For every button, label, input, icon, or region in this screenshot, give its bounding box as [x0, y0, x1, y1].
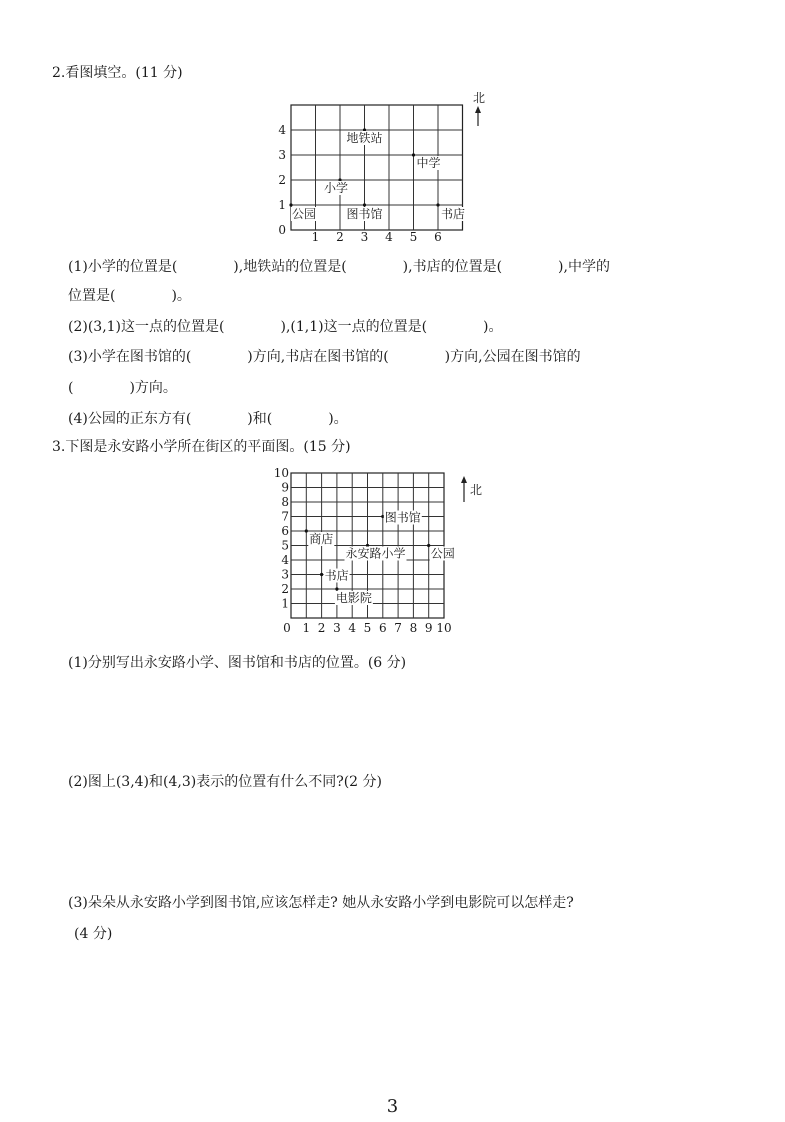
- y-tick-label: 0: [278, 223, 286, 237]
- place-dot: [305, 529, 308, 532]
- y-tick-label: 3: [281, 567, 289, 582]
- q2-sub4: (4)公园的正东方有( )和( )。: [68, 411, 348, 427]
- x-tick-label: 1: [302, 621, 311, 635]
- place-label: 书店: [324, 568, 349, 583]
- north-label: 北: [470, 483, 483, 497]
- place-label: 公园: [292, 207, 317, 221]
- place-label: 书店: [441, 207, 466, 221]
- x-tick-label: 4: [385, 230, 393, 244]
- x-tick-label: 0: [283, 621, 291, 635]
- x-tick-label: 2: [317, 621, 326, 635]
- q2-sub3-line2: ( )方向。: [68, 380, 177, 396]
- q2-sub3-line1: (3)小学在图书馆的( )方向,书店在图书馆的( )方向,公园在图书馆的: [68, 349, 581, 365]
- x-tick-label: 9: [424, 621, 433, 635]
- place-label: 永安路小学: [345, 546, 406, 561]
- place-dot: [320, 573, 323, 576]
- y-tick-label: 10: [273, 466, 289, 480]
- q3-sub1: (1)分别写出永安路小学、图书馆和书店的位置。(6 分): [68, 655, 407, 671]
- y-tick-label: 9: [281, 480, 289, 495]
- y-tick-label: 3: [278, 148, 286, 162]
- place-label: 图书馆: [346, 207, 383, 221]
- x-tick-label: 4: [348, 621, 357, 635]
- place-label: 商店: [309, 532, 334, 546]
- x-tick-label: 7: [394, 621, 402, 635]
- y-tick-label: 7: [281, 509, 289, 524]
- place-label: 小学: [324, 181, 349, 195]
- page-number: 3: [386, 1096, 399, 1117]
- y-tick-label: 6: [281, 524, 289, 538]
- y-tick-label: 1: [278, 198, 286, 212]
- x-tick-label: 6: [378, 621, 387, 635]
- place-label: 中学: [416, 156, 441, 170]
- y-tick-label: 2: [281, 582, 289, 596]
- place-label: 图书馆: [384, 510, 421, 525]
- q3-sub3-line1: (3)朵朵从永安路小学到图书馆,应该怎样走? 她从永安路小学到电影院可以怎样走?: [68, 895, 574, 911]
- x-tick-label: 5: [363, 621, 372, 635]
- y-tick-label: 1: [281, 596, 289, 611]
- x-tick-label: 8: [409, 621, 418, 635]
- q2-sub1-line2: 位置是( )。: [68, 288, 191, 304]
- q2-header: 2.看图填空。(11 分): [52, 65, 183, 81]
- place-label: 电影院: [335, 591, 372, 605]
- q3-sub3-line2: (4 分): [74, 926, 113, 942]
- x-tick-label: 5: [409, 230, 418, 244]
- q2-sub2: (2)(3,1)这一点的位置是( ),(1,1)这一点的位置是( )。: [68, 319, 503, 335]
- x-tick-label: 1: [311, 230, 320, 244]
- q3-header: 3.下图是永安路小学所在街区的平面图。(15 分): [52, 439, 351, 455]
- x-tick-label: 10: [436, 621, 452, 635]
- north-arrow-head: [461, 476, 467, 483]
- q3-sub2: (2)图上(3,4)和(4,3)表示的位置有什么不同?(2 分): [68, 774, 382, 790]
- x-tick-label: 3: [360, 230, 369, 244]
- north-label: 北: [473, 91, 486, 105]
- y-tick-label: 8: [281, 495, 289, 509]
- y-tick-label: 4: [278, 123, 286, 137]
- y-tick-label: 5: [281, 538, 289, 553]
- y-tick-label: 2: [278, 173, 286, 187]
- x-tick-label: 2: [336, 230, 344, 244]
- q2-sub1-line1: (1)小学的位置是( ),地铁站的位置是( ),书店的位置是( ),中学的: [68, 259, 610, 275]
- place-label: 公园: [430, 546, 455, 561]
- y-tick-label: 4: [281, 553, 289, 567]
- x-tick-label: 6: [434, 230, 442, 244]
- place-label: 地铁站: [346, 131, 383, 145]
- x-tick-label: 3: [333, 621, 341, 635]
